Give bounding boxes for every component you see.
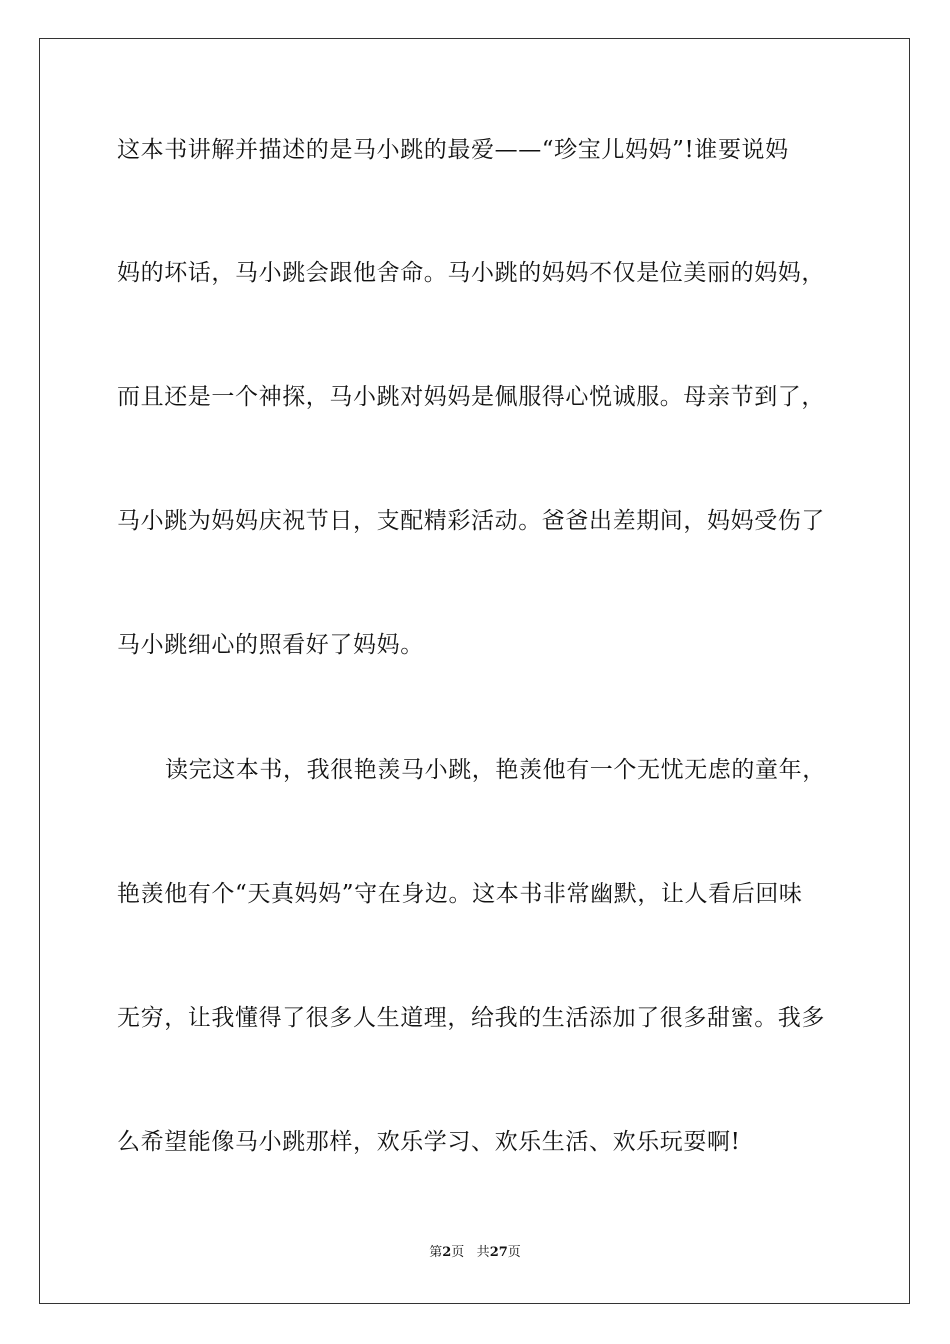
paragraph-line: 妈的坏话，马小跳会跟他舍命。马小跳的妈妈不仅是位美丽的妈妈， bbox=[117, 260, 825, 286]
paragraph-line: 读完这本书，我很艳羡马小跳，艳羡他有一个无忧无虑的童年， bbox=[165, 757, 826, 783]
page-border bbox=[39, 38, 910, 1304]
paragraph-line: 马小跳为妈妈庆祝节日，支配精彩活动。爸爸出差期间，妈妈受伤了 bbox=[117, 508, 825, 534]
paragraph-line: 艳羡他有个“天真妈妈”守在身边。这本书非常幽默，让人看后回味 bbox=[117, 881, 803, 907]
total-suffix: 页 bbox=[507, 1245, 521, 1260]
page-suffix: 页 bbox=[451, 1245, 465, 1260]
total-prefix: 共 bbox=[476, 1245, 490, 1260]
page-footer bbox=[0, 1244, 950, 1262]
page-prefix: 第 bbox=[429, 1245, 443, 1260]
total-pages: 27 bbox=[489, 1245, 508, 1260]
paragraph-line: 无穷，让我懂得了很多人生道理，给我的生活添加了很多甜蜜。我多 bbox=[117, 1005, 825, 1031]
paragraph-line: 而且还是一个神探，马小跳对妈妈是佩服得心悦诚服。母亲节到了， bbox=[117, 384, 825, 410]
page-number: 2 bbox=[442, 1245, 452, 1260]
paragraph-line: 这本书讲解并描述的是马小跳的最爱——“珍宝儿妈妈”!谁要说妈 bbox=[117, 137, 789, 163]
paragraph-line: 么希望能像马小跳那样，欢乐学习、欢乐生活、欢乐玩耍啊! bbox=[117, 1129, 741, 1155]
paragraph-line: 马小跳细心的照看好了妈妈。 bbox=[117, 632, 424, 658]
